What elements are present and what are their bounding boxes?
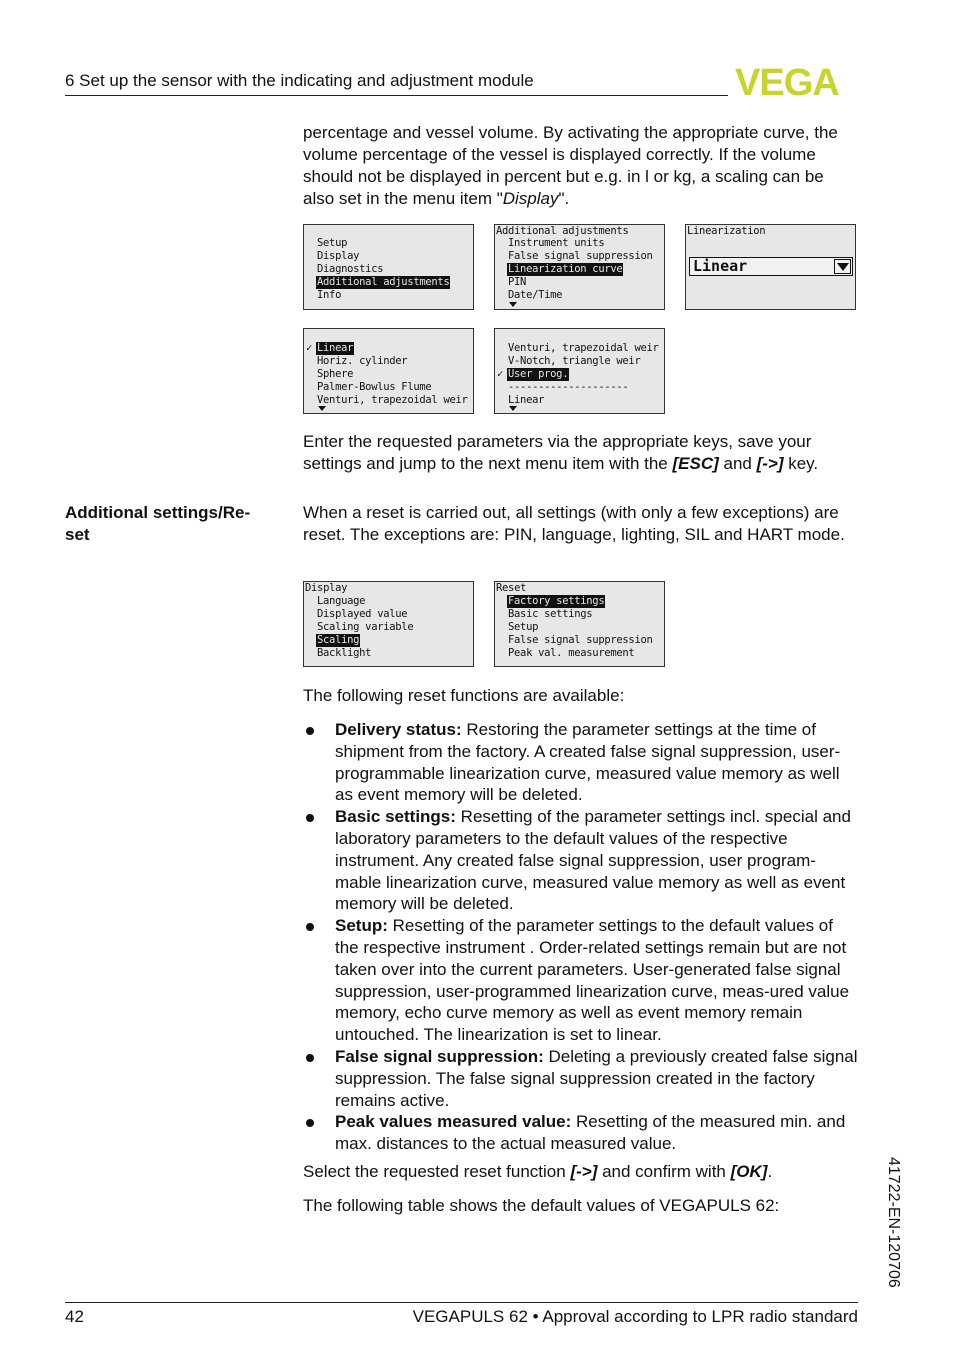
bullet-icon <box>306 814 314 822</box>
vega-logo <box>735 64 859 98</box>
list-item: Basic settings: Resetting of the parameter settings incl. special and laboratory parameters to the default values of the respective instrument. Any created false signal suppression, user program-mable linearization curve, measured value memory as well as event memory will be deleted. <box>303 806 859 915</box>
scroll-down-icon <box>509 406 517 411</box>
lcd-reset-menu: Reset Factory settings Basic settings Setup False signal suppression Peak val. measurement <box>494 581 665 667</box>
vega-logo-text: VEGA <box>735 64 839 98</box>
lcd-curve-list-2: Venturi, trapezoidal weir V-Notch, triangle weir ✓ User prog. -------------------- Linear <box>494 328 665 414</box>
dropdown-button <box>834 259 851 274</box>
lcd-display-menu: Display Language Displayed value Scaling variable Scaling Backlight <box>303 581 474 667</box>
intro-paragraph: percentage and vessel volume. By activating the appropriate curve, the volume percentage of the vessel is displayed correctly. If the volume should not be displayed in percent but e.g. in l or kg, a scaling can be also set in the menu item "Display". <box>303 123 838 208</box>
lcd-main-menu: Setup Display Diagnostics Additional adjustments Info <box>303 224 474 310</box>
scroll-down-icon <box>509 302 517 307</box>
side-heading: Additional settings/Re-set <box>65 503 251 544</box>
table-intro: The following table shows the default values of VEGAPULS 62: <box>303 1196 780 1215</box>
scroll-down-icon <box>318 406 326 411</box>
linearization-select: Linear <box>689 257 853 276</box>
page-number: 42 <box>65 1307 84 1326</box>
check-icon: ✓ <box>497 368 504 380</box>
footer-rule <box>65 1302 858 1303</box>
functions-intro: The following reset functions are available: <box>303 686 625 705</box>
list-item: Peak values measured value: Resetting of the measured min. and max. distances to the actual measured value. <box>303 1111 859 1155</box>
bullet-icon <box>306 923 314 931</box>
document-code: 41722-EN-120706 <box>885 1157 902 1288</box>
reset-paragraph: When a reset is carried out, all settings (with only a few exceptions) are reset. The exceptions are: PIN, language, lighting, SIL and HART mode. <box>303 503 845 544</box>
check-icon: ✓ <box>306 342 313 354</box>
reset-function-list <box>303 719 859 1155</box>
bullet-icon <box>306 1054 314 1062</box>
section-header: 6 Set up the sensor with the indicating and adjustment module <box>65 71 534 90</box>
lcd-additional-adjustments: Additional adjustments Instrument units False signal suppression Linearization curve PIN Date/Time <box>494 224 665 310</box>
list-item: False signal suppression: Deleting a previously created false signal suppression. The false signal suppression created in the factory remains active. <box>303 1046 859 1111</box>
lcd-curve-list-1: ✓ Linear Horiz. cylinder Sphere Palmer-Bowlus Flume Venturi, trapezoidal weir <box>303 328 474 414</box>
list-item: Delivery status: Restoring the parameter settings at the time of shipment from the factory. A created false signal suppression, user-programmable linearization curve, measured value memory as well as event memory will be deleted. <box>303 719 859 806</box>
header-rule <box>65 95 728 96</box>
bullet-icon <box>306 1119 314 1127</box>
list-item: Setup: Resetting of the parameter settings to the default values of the respective instrument . Order-related settings remain but are not taken over into the current parameters. User-generated false signal suppression, user-programmed linearization curve, meas-ured value memory, echo curve memory as well as event memory remain untouched. The linearization is set to linear. <box>303 915 859 1046</box>
select-paragraph: Select the requested reset function [->] and confirm with [OK]. <box>303 1162 773 1181</box>
footer-title: VEGAPULS 62 • Approval according to LPR radio standard <box>412 1307 858 1326</box>
bullet-icon <box>306 727 314 735</box>
enter-paragraph: Enter the requested parameters via the appropriate keys, save your settings and jump to the next menu item with the [ESC] and [->] key. <box>303 432 819 473</box>
lcd-linearization: Linearization Linear <box>685 224 856 310</box>
chevron-down-icon <box>837 263 849 271</box>
